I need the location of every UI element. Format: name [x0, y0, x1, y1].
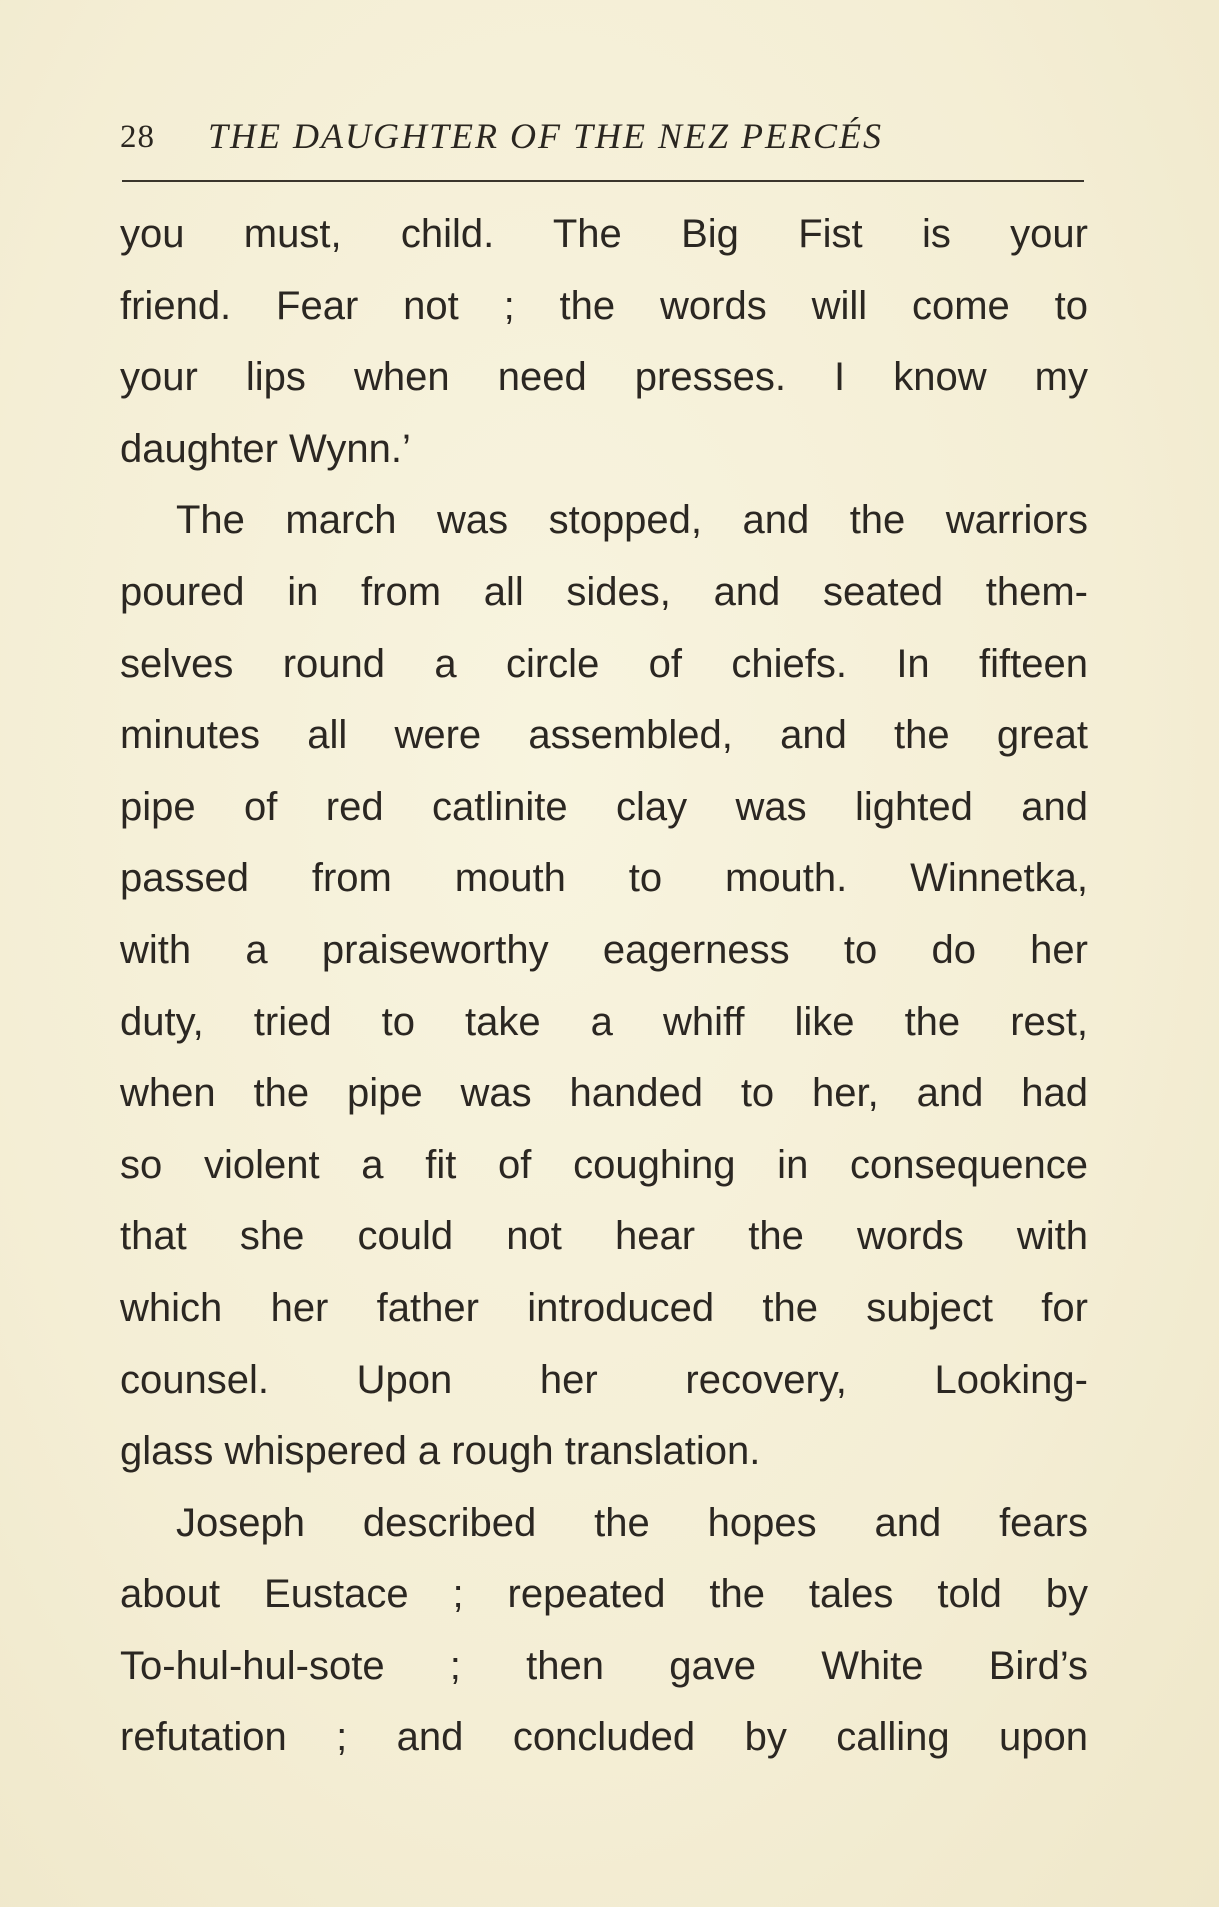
text-line: so violent a fit of coughing in consequence: [120, 1142, 1088, 1187]
running-head: [120, 115, 1090, 165]
text-line: which her father introduced the subject for: [120, 1285, 1088, 1330]
running-title: THE DAUGHTER OF THE NEZ PERCÉS: [208, 116, 883, 156]
header-rule: [122, 180, 1084, 182]
text-line: selves round a circle of chiefs. In fifteen: [120, 641, 1088, 686]
text-line: when the pipe was handed to her, and had: [120, 1071, 1088, 1116]
text-line: about Eustace ; repeated the tales told by: [120, 1572, 1088, 1617]
text-line: Joseph described the hopes and fears: [176, 1500, 1088, 1545]
text-line: minutes all were assembled, and the great: [120, 713, 1088, 758]
text-line: refutation ; and concluded by calling upon: [120, 1715, 1088, 1760]
text-line: duty, tried to take a whiff like the rest,: [120, 999, 1088, 1044]
text-line: that she could not hear the words with: [120, 1214, 1088, 1259]
page-number: 28: [120, 119, 155, 155]
text-line: your lips when need presses. I know my: [120, 355, 1088, 400]
text-line: pipe of red catlinite clay was lighted and: [120, 784, 1088, 829]
text-line: with a praiseworthy eagerness to do her: [120, 927, 1088, 972]
text-line: To-hul-hul-sote ; then gave White Bird’s: [120, 1643, 1088, 1688]
text-line: The march was stopped, and the warriors: [176, 498, 1088, 543]
text-line: friend. Fear not ; the words will come to: [120, 283, 1088, 328]
text-line: counsel. Upon her recovery, Looking-: [120, 1357, 1088, 1402]
text-line: daughter Wynn.’: [120, 426, 411, 471]
body-text: [120, 199, 1088, 1774]
text-line: you must, child. The Big Fist is your: [120, 212, 1088, 256]
text-line: poured in from all sides, and seated them-: [120, 569, 1088, 614]
text-line: passed from mouth to mouth. Winnetka,: [120, 856, 1088, 901]
text-line: glass whispered a rough translation.: [120, 1429, 761, 1474]
